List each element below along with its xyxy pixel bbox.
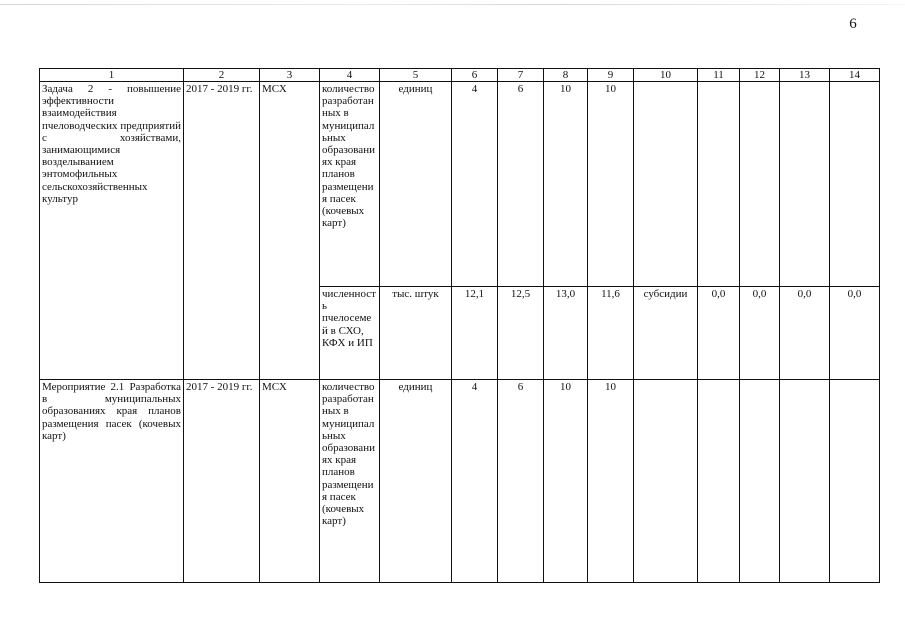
value-cell-10: субсидии (634, 287, 698, 380)
header-cell: 13 (780, 69, 830, 82)
table-row (40, 82, 880, 287)
value-cell-14 (830, 82, 880, 287)
value-cell-12 (740, 82, 780, 287)
header-cell: 4 (320, 69, 380, 82)
value-cell-11: 0,0 (698, 287, 740, 380)
value-cell-9: 10 (588, 82, 634, 287)
header-cell: 14 (830, 69, 880, 82)
value-cell-8: 10 (544, 82, 588, 287)
value-cell-6: 12,1 (452, 287, 498, 380)
value-cell-9: 10 (588, 380, 634, 583)
value-cell-7: 6 (498, 380, 544, 583)
value-cell-12: 0,0 (740, 287, 780, 380)
value-cell-6: 4 (452, 380, 498, 583)
header-cell: 10 (634, 69, 698, 82)
header-cell: 1 (40, 69, 184, 82)
page-number: 6 (849, 16, 857, 32)
value-cell-13 (780, 82, 830, 287)
period-cell: 2017 - 2019 гг. (184, 82, 260, 380)
indicator-name-cell: численность пчелосемей в СХО, КФХ и ИП (320, 287, 380, 380)
header-cell: 12 (740, 69, 780, 82)
value-cell-7: 12,5 (498, 287, 544, 380)
unit-cell: единиц (380, 380, 452, 583)
header-cell: 11 (698, 69, 740, 82)
value-cell-7: 6 (498, 82, 544, 287)
scan-edge-line (0, 4, 905, 5)
value-cell-12 (740, 380, 780, 583)
indicator-name-cell: количество разработанных в муниципальных образованиях края планов размещения пасек (кочевых карт) (320, 380, 380, 583)
value-cell-13 (780, 380, 830, 583)
measure-name-cell: Мероприятие 2.1 Разработка в муниципальных образованиях края планов размещения пасек (кочевых карт) (40, 380, 184, 583)
header-cell: 8 (544, 69, 588, 82)
header-cell: 6 (452, 69, 498, 82)
value-cell-14: 0,0 (830, 287, 880, 380)
period-cell: 2017 - 2019 гг. (184, 380, 260, 583)
task-name-cell: Задача 2 - повышение эффективности взаимодействия пчеловодческих предприятий с хозяйствами, занимающимися возделыванием энтомофильных сельскохозяйственных культур (40, 82, 184, 380)
value-cell-10 (634, 82, 698, 287)
header-cell: 2 (184, 69, 260, 82)
value-cell-8: 13,0 (544, 287, 588, 380)
unit-cell: единиц (380, 82, 452, 287)
table-row (40, 380, 880, 583)
executor-cell: МСХ (260, 82, 320, 380)
value-cell-14 (830, 380, 880, 583)
executor-cell: МСХ (260, 380, 320, 583)
header-cell: 9 (588, 69, 634, 82)
program-table (39, 68, 880, 583)
header-cell: 7 (498, 69, 544, 82)
header-cell: 3 (260, 69, 320, 82)
value-cell-9: 11,6 (588, 287, 634, 380)
value-cell-8: 10 (544, 380, 588, 583)
value-cell-10 (634, 380, 698, 583)
value-cell-6: 4 (452, 82, 498, 287)
unit-cell: тыс. штук (380, 287, 452, 380)
header-cell: 5 (380, 69, 452, 82)
value-cell-11 (698, 380, 740, 583)
value-cell-13: 0,0 (780, 287, 830, 380)
indicator-name-cell: количество разработанных в муниципальных образованиях края планов размещения пасек (кочевых карт) (320, 82, 380, 287)
value-cell-11 (698, 82, 740, 287)
table-header-row (40, 69, 880, 82)
